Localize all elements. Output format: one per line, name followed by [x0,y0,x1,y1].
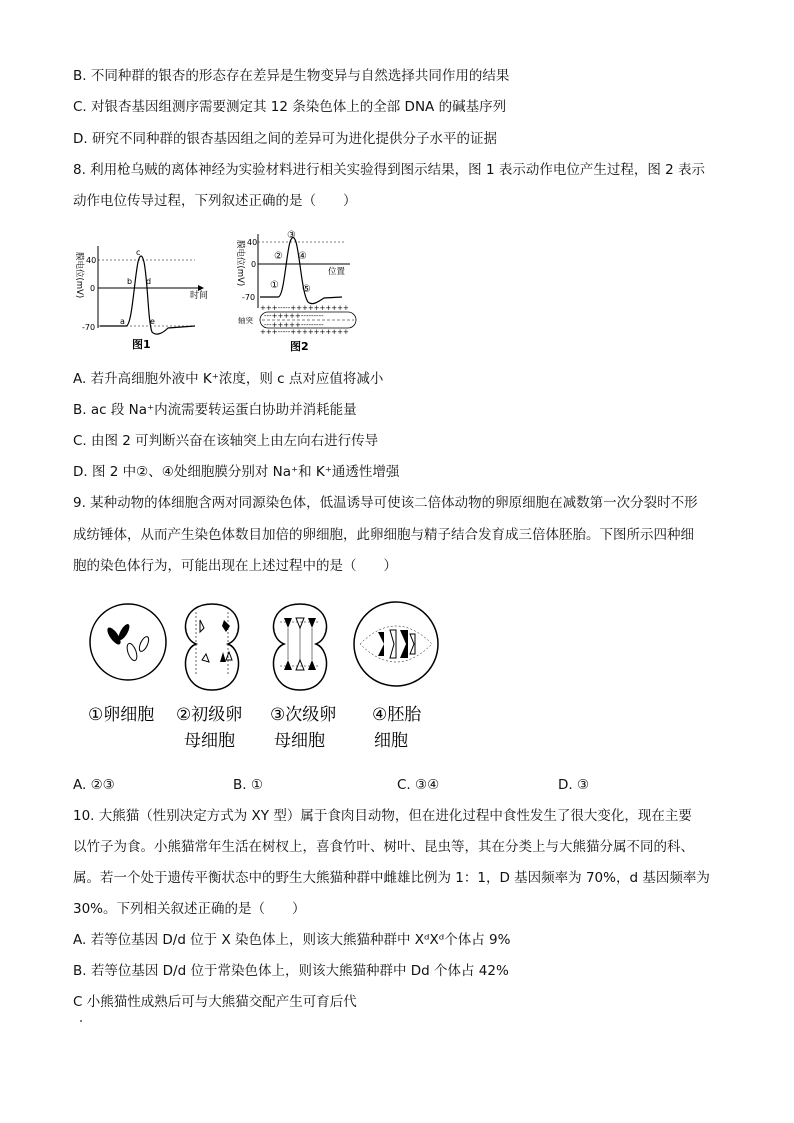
question-9-stem-line1: 9. 某种动物的体细胞含两对同源染色体，低温诱导可使该二倍体动物的卵原细胞在减数第一次分裂时不形 [73,495,698,511]
fig2-tick-0: 0 [251,260,257,269]
cell-1-egg [90,604,166,680]
question-8-stem-line2: 动作电位传导过程，下列叙述正确的是（ ） [73,193,357,209]
q8-option-b: B. ac 段 Na⁺内流需要转运蛋白协助并消耗能量 [73,402,357,418]
cell-2-label-1: ②初级卵 [176,705,243,725]
fig1-curve [100,256,195,334]
question-10-stem-line1: 10. 大熊猫（性别决定方式为 XY 型）属于食肉目动物，但在进化过程中食性发生了很大变化，现在主要 [73,808,692,824]
question-8-stem-line1: 8. 利用枪乌贼的离体神经为实验材料进行相关实验得到图示结果，图 1 表示动作电位产生过程，图 2 表示 [73,162,706,178]
q8-option-a: A. 若升高细胞外液中 K⁺浓度，则 c 点对应值将减小 [73,371,384,387]
fig2-ylabel: 膜电位(mV) [235,240,245,287]
fig1-point-c: c [136,248,141,257]
fig1-point-e: e [150,317,155,326]
question-10-stem-line4: 30%。下列相关叙述正确的是（ ） [73,901,306,917]
fig2-xlabel: 位置 [328,267,346,277]
stray-dot [80,1020,82,1022]
q9-option-c: C. ③④ [397,777,440,793]
cell-3-secondary-oocyte [273,604,326,690]
fig2-marker-3: ③ [287,230,296,241]
figure-2-conduction [232,226,368,356]
fig1-xlabel: 时间 [190,291,209,301]
q10-option-c: C 小熊猫性成熟后可与大熊猫交配产生可育后代 [73,994,357,1010]
fig2-tick-neg70: -70 [242,293,256,302]
fig1-tick-40: 40 [86,256,97,265]
fig2-caption: 图2 [290,340,309,353]
fig1-tick-0: 0 [90,284,96,293]
cell-2-primary-oocyte [185,604,238,690]
fig1-point-b: b [127,277,133,286]
q9-option-d: D. ③ [558,777,590,793]
option-d-q7: D. 研究不同种群的银杏基因组之间的差异可为进化提供分子水平的证据 [73,131,497,147]
fig1-tick-neg70: -70 [82,323,96,332]
cell-4-label-1: ④胚胎 [372,705,422,725]
cell-3-label-1: ③次级卵 [270,705,337,725]
option-b-q7: B. 不同种群的银杏的形态存在差异是生物变异与自然选择共同作用的结果 [73,68,510,84]
fig1-caption: 图1 [132,338,151,351]
figure-1-action-potential [70,242,220,354]
cell-4-embryo [354,602,438,686]
question-10-stem-line3: 属。若一个处于遗传平衡状态中的野生大熊猫种群中雌雄比例为 1：1，D 基因频率为 70%，d 基因频率为 [73,870,710,886]
q10-option-a: A. 若等位基因 D/d 位于 X 染色体上，则该大熊猫种群中 XᵈXᵈ个体占 9% [73,932,511,948]
cell-3-label-2: 母细胞 [274,731,325,751]
fig2-minus-row-bottom: ---+++++--------- [264,321,324,329]
fig2-minus-row-top: ---+++++--------- [264,312,324,320]
fig1-ylabel: 膜电位(mV) [74,252,84,299]
q9-option-a: A. ②③ [73,777,115,793]
q9-option-b: B. ① [233,777,263,793]
question-10-stem-line2: 以竹子为食。小熊猫常年生活在树杈上，喜食竹叶、树叶、昆虫等，其在分类上与大熊猫分属不同的科、 [73,839,694,855]
fig2-marker-1: ① [270,280,279,291]
option-c-q7: C. 对银杏基因组测序需要测定其 12 条染色体上的全部 DNA 的碱基序列 [73,99,507,115]
q8-option-d: D. 图 2 中②、④处细胞膜分别对 Na⁺和 K⁺通透性增强 [73,464,400,480]
fig2-marker-5: ⑤ [302,284,311,295]
figure-cell-divisions [84,598,444,758]
q10-option-b: B. 若等位基因 D/d 位于常染色体上，则该大熊猫种群中 Dd 个体占 42% [73,963,509,979]
question-9-stem-line2: 成纺锤体，从而产生染色体数目加倍的卵细胞，此卵细胞与精子结合发育成三倍体胚胎。下图所示四种细 [73,527,694,543]
fig2-marker-2: ② [274,251,283,262]
fig1-point-a: a [120,317,125,326]
fig2-marker-4: ④ [298,251,307,262]
question-9-stem-line3: 胞的染色体行为，可能出现在上述过程中的是（ ） [73,558,397,574]
fig1-point-d: d [146,277,152,286]
fig2-axon-label: 轴突 [238,316,253,325]
fig2-plus-row-top: +++-----++++++++++ [260,304,349,312]
fig2-plus-row-bottom: +++-----++++++++++ [260,328,349,336]
cell-1-label: ①卵细胞 [88,705,155,725]
cell-4-label-2: 细胞 [374,731,408,751]
cell-2-label-2: 母细胞 [184,731,235,751]
fig2-tick-40: 40 [247,238,258,247]
q8-option-c: C. 由图 2 可判断兴奋在该轴突上由左向右进行传导 [73,433,379,449]
